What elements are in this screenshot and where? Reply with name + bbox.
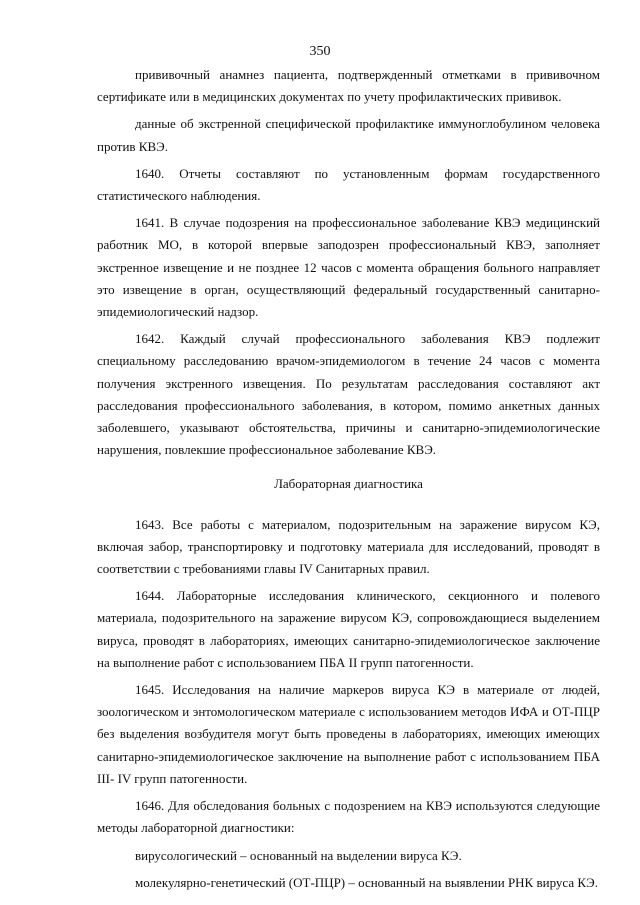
paragraph-vaccination-history: прививочный анамнез пациента, подтвержденный отметками в прививочном сертификате или в медицинских документах по учету профилактических прививок. <box>97 67 600 105</box>
paragraph-1646: 1646. Для обследования больных с подозрением на КВЭ используются следующие методы лабораторной диагностики: <box>97 798 600 836</box>
paragraph-immunoglobulin-prophylaxis: данные об экстренной специфической профилактике иммуноглобулином человека против КВЭ. <box>97 116 600 154</box>
page-number: 350 <box>309 44 331 59</box>
paragraph-1645: 1645. Исследования на наличие маркеров вируса КЭ в материале от людей, зоологическом и энтомологическом материале с использованием методов ИФА и ОТ-ПЦР без выделения возбудителя могут быть проведены в лабораториях, имеющих имеющих санитарно-эпидемиологическое заключение на выполнение работ с использованием ПБА III- IV групп патогенности. <box>97 682 600 786</box>
document-body <box>97 64 600 894</box>
list-item-virological-method: вирусологический – основанный на выделении вируса КЭ. <box>135 847 462 863</box>
paragraph-1644: 1644. Лабораторные исследования клинического, секционного и полевого материала, подозрительного на заражение вирусом КЭ, сопровождающиеся выделением вируса, проводят в лабораториях, имеющих санитарно-эпидемиологическое заключение на выполнение работ с использованием ПБА II групп патогенности. <box>97 588 600 670</box>
section-heading: Лабораторная диагностика <box>274 476 423 492</box>
list-item-molecular-genetic-method: молекулярно-генетический (ОТ-ПЦР) – основанный на выявлении РНК вируса КЭ. <box>135 874 599 890</box>
paragraph-1641: 1641. В случае подозрения на профессиональное заболевание КВЭ медицинский работник МО, в которой впервые заподозрен профессиональный КВЭ, заполняет экстренное извещение и не позднее 12 часов с момента обращения больного направляет это извещение в орган, осуществляющий федеральный государственный санитарно-эпидемиологический надзор. <box>97 215 600 320</box>
paragraph-1643: 1643. Все работы с материалом, подозрительным на заражение вирусом КЭ, включая забор, транспортировку и подготовку материала для исследований, проводят в соответствии с требованиями главы IV Санитарных правил. <box>97 516 600 577</box>
paragraph-1640: 1640. Отчеты составляют по установленным формам государственного статистического наблюдения. <box>97 165 600 204</box>
paragraph-1642: 1642. Каждый случай профессионального заболевания КВЭ подлежит специальному расследованию врачом-эпидемиологом в течение 24 часов с момента получения экстренного извещения. По результатам расследования составляют акт расследования профессионального заболевания, в котором, помимо анкетных данных заболевшего, указывают обстоятельства, причины и санитарно-эпидемиологические нарушения, повлекшие профессиональное заболевание КВЭ. <box>97 331 600 458</box>
